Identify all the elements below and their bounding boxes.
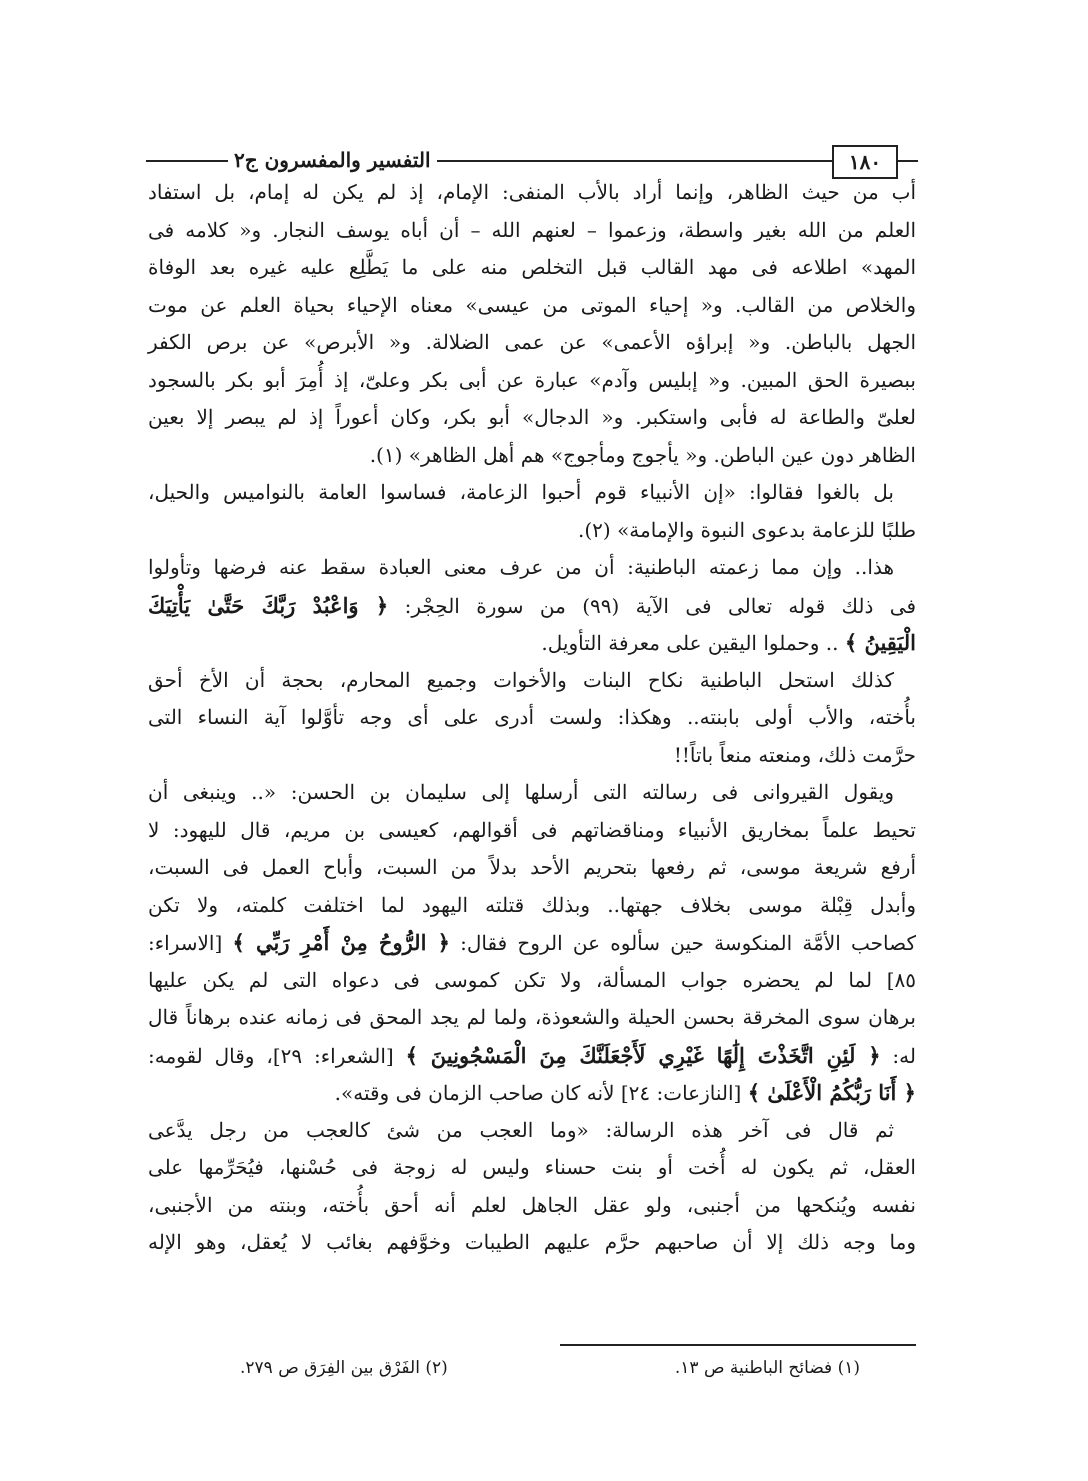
text-run: الظاهر دون عين الباطن. و« يأجوج ومأجوج» هم أهل الظاهر» (١). xyxy=(369,442,916,467)
footnote-1: (١) فضائح الباطنية ص ١٣. xyxy=(674,1358,860,1378)
quran-verse: ﴿ وَاعْبُدْ رَبَّكَ حَتَّىٰ يَأْتِيَكَ xyxy=(148,592,389,618)
footnotes xyxy=(240,1358,860,1378)
text-run: ٨٥] لما لم يحضره جواب المسألة، ولا تكن كموسى فى دعواه التى لم يكن عليها xyxy=(148,967,916,992)
page-number: ١٨٠ xyxy=(832,145,898,179)
text-line xyxy=(148,662,916,700)
text-line xyxy=(148,737,916,775)
text-line xyxy=(148,999,916,1037)
text-run: كذلك استحل الباطنية نكاح البنات والأخوات وجميع المحارم، بحجة أن الأخ أحق xyxy=(148,667,894,692)
text-line xyxy=(148,549,916,587)
text-line xyxy=(148,587,916,625)
quran-verse: ﴿ أَنَا رَبُّكُمُ الْأَعْلَىٰ ﴾ xyxy=(747,1080,916,1105)
running-title: التفسير والمفسرون ج٢ xyxy=(228,143,437,177)
text-line xyxy=(148,474,916,512)
text-run: [الشعراء: ٢٩]، وقال لقومه: xyxy=(148,1043,406,1068)
quran-verse: ﴿ الرُّوحُ مِنْ أَمْرِ رَبِّي ﴾ xyxy=(232,930,450,955)
text-line xyxy=(148,512,916,550)
text-line xyxy=(148,699,916,737)
text-run: ويقول القيروانى فى رسالته التى أرسلها إلى سليمان بن الحسن: «.. وينبغى أن xyxy=(148,780,894,804)
text-run: العقل، ثم يكون له أُخت أو بنت حسناء وليس له زوجة فى حُسْنها، فيُحَرِّمها على xyxy=(148,1155,916,1179)
text-run: تحيط علماً بمخاريق الأنبياء ومناقضاتهم فى أقوالهم، كعيسى بن مريم، قال لليهود: لا xyxy=(148,817,916,842)
text-line xyxy=(148,362,916,400)
text-line xyxy=(148,849,916,887)
footnote-2: (٢) الفَرْق بين الفِرَق ص ٢٧٩. xyxy=(240,1358,448,1378)
text-line xyxy=(148,962,916,1000)
text-line xyxy=(148,399,916,437)
text-run: وما وجه ذلك إلا أن صاحبهم حرَّم عليهم الطيبات وخوَّفهم بغائب لا يُعقل، وهو الإله xyxy=(148,1230,916,1254)
text-line xyxy=(148,1112,916,1150)
text-line xyxy=(148,174,916,212)
text-line xyxy=(148,324,916,362)
text-line xyxy=(148,774,916,812)
text-run: حرَّمت ذلك، ومنعته منعاً باتاً!! xyxy=(673,742,916,767)
text-line xyxy=(148,1224,916,1262)
text-line xyxy=(148,624,916,662)
text-line xyxy=(148,812,916,850)
text-run: [الاسراء: xyxy=(148,931,233,955)
text-run: وأبدل قِبْلة موسى بخلاف جهتها.. وبذلك قتلته اليهود لما اختلفت كلمته، ولا تكن xyxy=(148,892,916,917)
text-run: أب من حيث الظاهر، وإنما أراد بالأب المنفى: الإمام، إذ لم يكن له إمام، بل استفاد xyxy=(148,180,916,204)
text-run: .. وحملوا اليقين على معرفة التأويل. xyxy=(541,631,845,655)
text-run: ثم قال فى آخر هذه الرسالة: «وما العجب من شئ كالعجب من رجل يدَّعى xyxy=(148,1117,894,1142)
quran-verse: ﴿ لَئِنِ اتَّخَذْتَ إِلَٰهًا غَيْرِي لَأَجْعَلَنَّكَ مِنَ الْمَسْجُونِينَ ﴾ xyxy=(405,1042,881,1068)
header-rule-end xyxy=(898,160,918,162)
text-run: كصاحب الأمَّة المنكوسة حين سألوه عن الروح فقال: xyxy=(449,931,916,955)
quran-verse: الْيَقِينُ ﴾ xyxy=(844,630,916,655)
text-line xyxy=(148,249,916,287)
text-run: بل بالغوا فقالوا: «إن الأنبياء قوم أحبوا الزعامة، فساسوا العامة بالنواميس والحيل، xyxy=(148,480,894,504)
text-line xyxy=(148,1037,916,1075)
text-line xyxy=(148,437,916,475)
text-run: فى ذلك قوله تعالى فى الآية (٩٩) من سورة الحِجْر: xyxy=(388,593,917,618)
text-run: الجهل بالباطن. و« إبراؤه الأعمى» عن عمى الضلالة. و« الأبرص» عن برص الكفر xyxy=(148,330,916,354)
text-run: المهد» اطلاعه فى مهد القالب قبل التخلص منه على ما يَطَّلِع عليه غيره بعد الوفاة xyxy=(148,255,916,279)
body-text xyxy=(148,174,916,1262)
text-line xyxy=(148,924,916,962)
text-run: لعلىّ والطاعة له فأبى واستكبر. و« الدجال» أبو بكر، وكان أعوراً إذ لم يبصر إلا بعين xyxy=(148,405,916,429)
text-line xyxy=(148,1149,916,1187)
text-run: نفسه ويُنكحها من أجنبى، ولو عقل الجاهل لعلم أنه أحق بأُخته، وبنته من الأجنبى، xyxy=(148,1192,916,1217)
text-run: له: xyxy=(880,1043,916,1068)
text-run: أرفع شريعة موسى، ثم رفعها بتحريم الأحد بدلاً من السبت، وأباح العمل فى السبت، xyxy=(148,855,917,879)
text-line xyxy=(148,212,916,250)
text-run: هذا.. وإن مما زعمته الباطنية: أن من عرف معنى العبادة سقط عنه فرضها وتأولوا xyxy=(148,555,894,579)
text-run: ببصيرة الحق المبين. و« إبليس وآدم» عبارة عن أبى بكر وعلىّ، إذ أُمِرَ أبو بكر بالسجود xyxy=(148,367,916,392)
text-line xyxy=(148,1187,916,1225)
footnote-separator xyxy=(560,1344,916,1346)
text-run: بأُخته، والأب أولى بابنته.. وهكذا: ولست أدرى على أى وجه تأوَّلوا آية النساء التى xyxy=(148,705,916,729)
text-run: برهان سوى المخرقة بحسن الحيلة والشعوذة، ولما لم يجد المحق فى زمانه عنده برهاناً قال xyxy=(148,1005,916,1029)
text-line xyxy=(148,287,916,325)
text-run: والخلاص من القالب. و« إحياء الموتى من عيسى» معناه الإحياء بحياة العلم عن موت xyxy=(148,292,916,317)
text-run: العلم من الله بغير واسطة، وزعموا – لعنهم الله – أن أباه يوسف النجار. و« كلامه فى xyxy=(148,217,916,242)
text-run: [النازعات: ٢٤] لأنه كان صاحب الزمان فى وقته». xyxy=(334,1081,748,1105)
text-line xyxy=(148,1074,916,1112)
text-run: طلبًا للزعامة بدعوى النبوة والإمامة» (٢). xyxy=(577,517,916,542)
text-line xyxy=(148,887,916,925)
